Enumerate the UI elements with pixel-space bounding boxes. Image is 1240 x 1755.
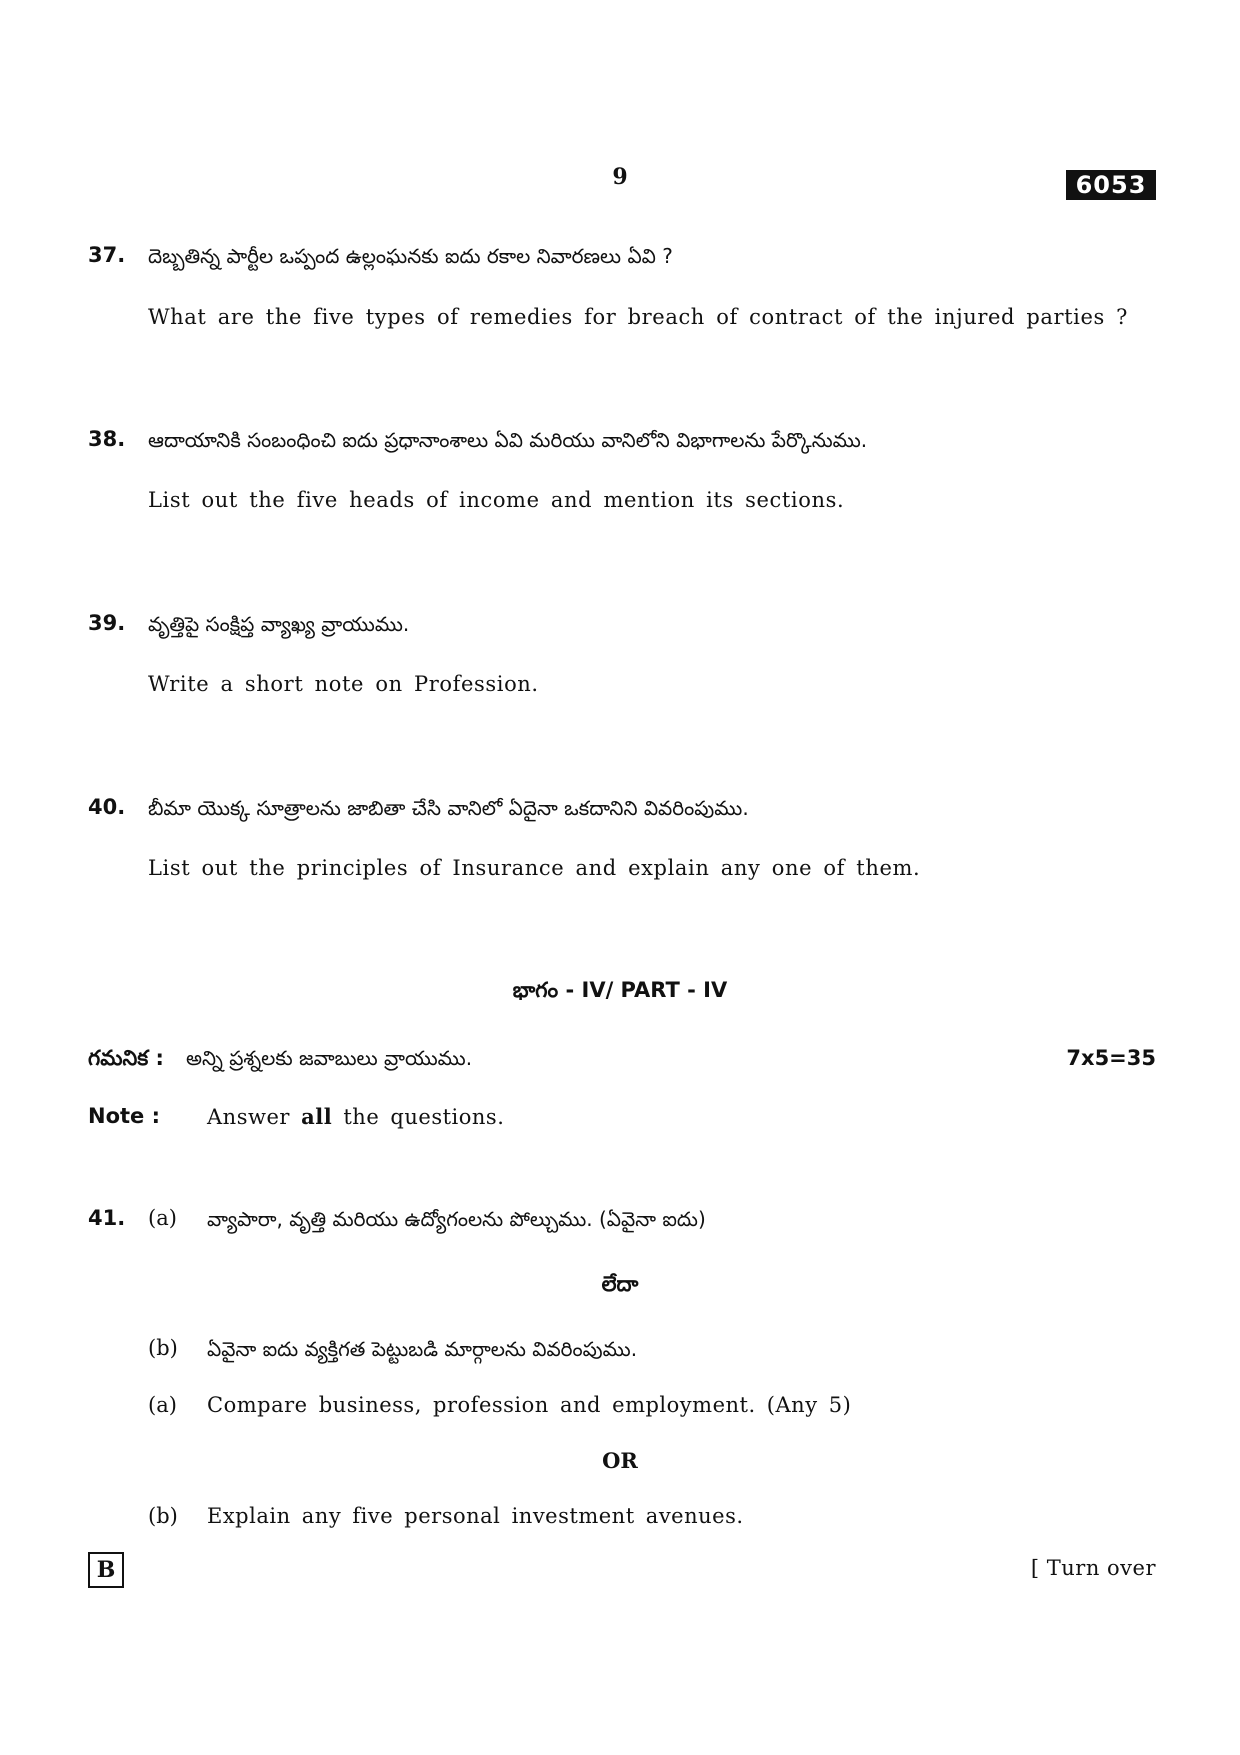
sub-question-text-telugu: ఏవైనా ఐదు వ్యక్తిగత పెట్టుబడి మార్గాలను వివరింపుము. xyxy=(207,1337,638,1361)
question-text-english: Write a short note on Profession. xyxy=(148,672,539,696)
note-label-english: Note : xyxy=(88,1104,160,1128)
sub-question-label: (b) xyxy=(148,1504,178,1528)
question-text-english: List out the five heads of income and mention its sections. xyxy=(148,488,845,512)
question-text-telugu: బీమా యొక్క సూత్రాలను జాబితా చేసి వానిలో ఏదైనా ఒకదానిని వివరింపుము. xyxy=(148,796,749,820)
paper-code-badge: 6053 xyxy=(1066,170,1156,200)
sub-question-text-telugu: వ్యాపారా, వృత్తి మరియు ఉద్యోగంలను పోల్చుము. (ఏవైనా ఐదు) xyxy=(207,1207,706,1231)
question-number: 40. xyxy=(88,795,126,819)
question-text-english: What are the five types of remedies for breach of contract of the injured parties ? xyxy=(148,305,1129,329)
note-emphasis: all xyxy=(301,1104,333,1129)
sub-question-text-english: Compare business, profession and employment. (Any 5) xyxy=(207,1393,852,1417)
page-number: 9 xyxy=(612,164,628,190)
question-number: 37. xyxy=(88,243,126,267)
sub-question-text-english: Explain any five personal investment avenues. xyxy=(207,1504,744,1528)
question-text-english: List out the principles of Insurance and explain any one of them. xyxy=(148,856,921,880)
question-text-telugu: ఆదాయానికి సంబంధించి ఐదు ప్రధానాంశాలు ఏవి మరియు వానిలోని విభాగాలను పేర్కొనుము. xyxy=(148,428,868,452)
question-text-telugu: వృత్తిపై సంక్షిప్త వ్యాఖ్య వ్రాయుము. xyxy=(148,612,410,636)
part-heading: భాగం - IV/ PART - IV xyxy=(512,978,728,1002)
note-text-english: Answer all the questions. xyxy=(207,1104,505,1129)
question-number: 41. xyxy=(88,1206,126,1230)
question-text-telugu: దెబ్బతిన్న పార్టీల ఒప్పంద ఉల్లంఘనకు ఐదు రకాల నివారణలు ఏవి ? xyxy=(148,244,673,268)
sub-question-label: (a) xyxy=(148,1206,177,1230)
sub-question-label: (a) xyxy=(148,1393,177,1417)
note-label-telugu: గమనిక : xyxy=(88,1046,164,1070)
sub-question-label: (b) xyxy=(148,1336,178,1360)
marks-allocation: 7x5=35 xyxy=(1066,1046,1156,1070)
or-separator-telugu: లేదా xyxy=(601,1272,639,1296)
note-text-telugu: అన్ని ప్రశ్నలకు జవాబులు వ్రాయుము. xyxy=(186,1046,473,1070)
question-number: 38. xyxy=(88,427,126,451)
question-number: 39. xyxy=(88,611,126,635)
turn-over-note: [ Turn over xyxy=(1030,1556,1156,1580)
or-separator-english: OR xyxy=(602,1448,638,1473)
booklet-code-box: B xyxy=(88,1552,124,1588)
